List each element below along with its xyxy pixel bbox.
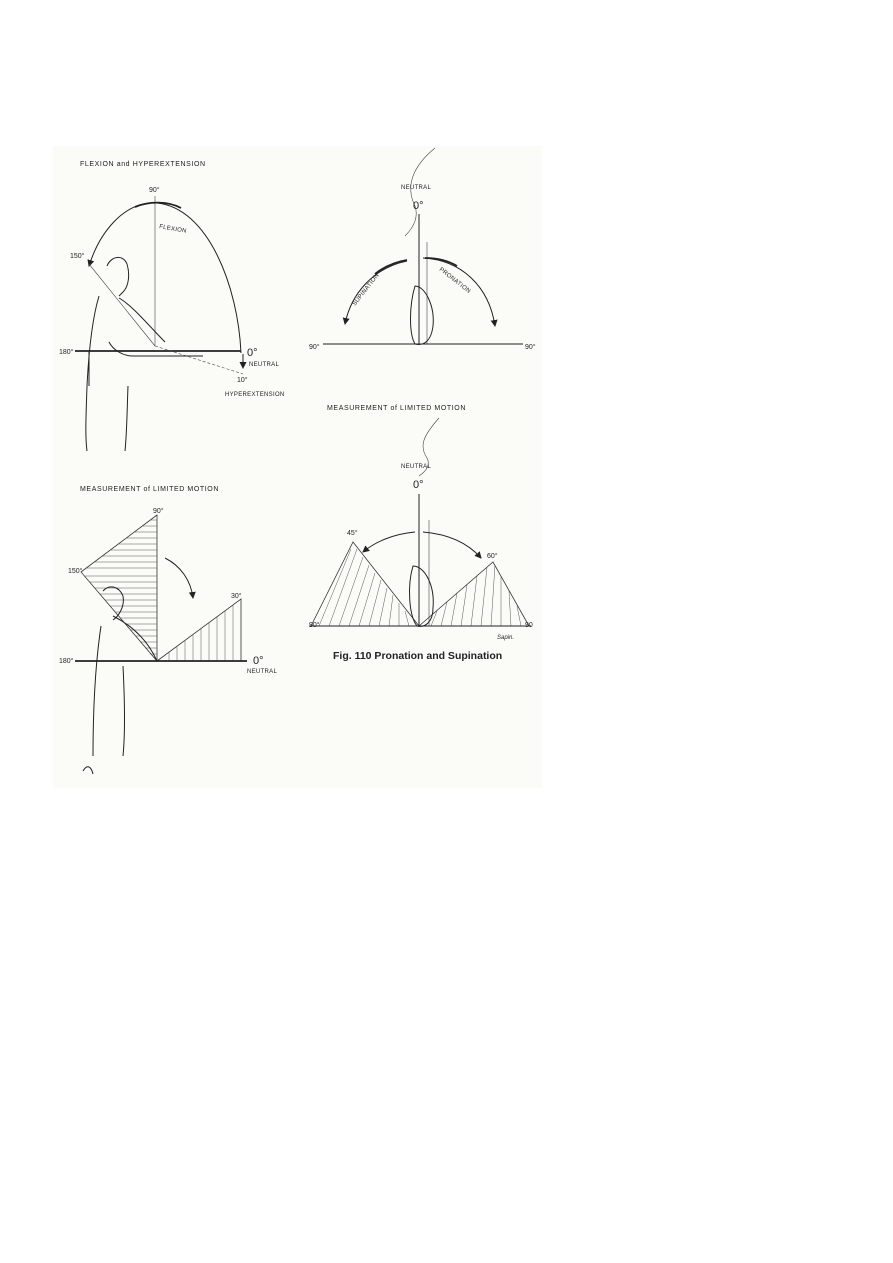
neutral-label: NEUTRAL <box>401 185 432 191</box>
flexion-arc-label: FLEXION <box>158 224 188 235</box>
panel-flexion-title: FLEXION and HYPEREXTENSION <box>80 161 206 168</box>
restricted-pronation-wedge <box>419 562 529 626</box>
supination-label: SUPINATION <box>351 272 381 308</box>
angle-0-label: 0° <box>413 479 424 491</box>
forearm-outline <box>405 148 435 236</box>
right-90-label: 90 <box>525 622 533 629</box>
figure-drawing <box>53 146 542 788</box>
angle-90-label: 90° <box>149 187 160 194</box>
hand-sketch <box>410 566 434 626</box>
supination-arc <box>345 261 407 324</box>
panel-limited-elbow <box>59 486 277 774</box>
angle-30-label: 30° <box>231 593 242 600</box>
restricted-extension-wedge <box>157 599 241 661</box>
restricted-flexion-hatching <box>85 520 157 654</box>
panel-limited-rotation-title: MEASUREMENT of LIMITED MOTION <box>327 405 467 412</box>
hyperextension-label: HYPEREXTENSION <box>225 392 285 398</box>
angle-0-label: 0° <box>253 655 264 667</box>
restricted-supination-hatching <box>319 549 409 626</box>
limited-motion-arc <box>165 558 193 598</box>
person-sketch <box>86 257 203 451</box>
panel-limited-rotation <box>309 405 533 641</box>
restricted-supination-wedge <box>311 542 419 626</box>
diagonal-150-line <box>89 264 155 346</box>
angle-150-label: 150° <box>70 253 85 260</box>
scanned-figure <box>53 146 542 788</box>
pronation-limit-arrow <box>423 532 481 558</box>
figure-caption: Fig. 110 Pronation and Supination <box>333 650 503 662</box>
neutral-label: NEUTRAL <box>247 669 278 675</box>
panel-rotation <box>309 148 536 351</box>
person-sketch <box>83 587 157 774</box>
left-90-label: 90° <box>309 344 320 351</box>
neutral-label: NEUTRAL <box>401 464 432 470</box>
right-90-label: 90° <box>525 344 536 351</box>
restricted-extension-hatching <box>169 605 233 661</box>
angle-0-label: 0° <box>413 200 424 212</box>
angle-45-label: 45° <box>347 530 358 537</box>
neutral-label: NEUTRAL <box>249 362 280 368</box>
angle-180-label: 180° <box>59 658 74 665</box>
supination-limit-arrow <box>363 532 415 552</box>
angle-0-label: 0° <box>247 347 258 359</box>
angle-150-label: 150° <box>68 568 83 575</box>
restricted-pronation-hatching <box>431 565 521 626</box>
artist-signature: Sapin. <box>497 635 515 641</box>
angle-180-label: 180° <box>59 349 74 356</box>
angle-10-label: 10° <box>237 377 248 384</box>
panel-limited-elbow-title: MEASUREMENT of LIMITED MOTION <box>80 486 220 493</box>
pronation-label: PRONATION <box>437 266 472 295</box>
angle-90-label: 90° <box>153 508 164 515</box>
left-90-label: 90° <box>309 622 320 629</box>
hand-sketch <box>411 286 434 344</box>
panel-flexion <box>59 161 285 451</box>
angle-60-label: 60° <box>487 553 498 560</box>
pronation-arc <box>423 258 495 326</box>
